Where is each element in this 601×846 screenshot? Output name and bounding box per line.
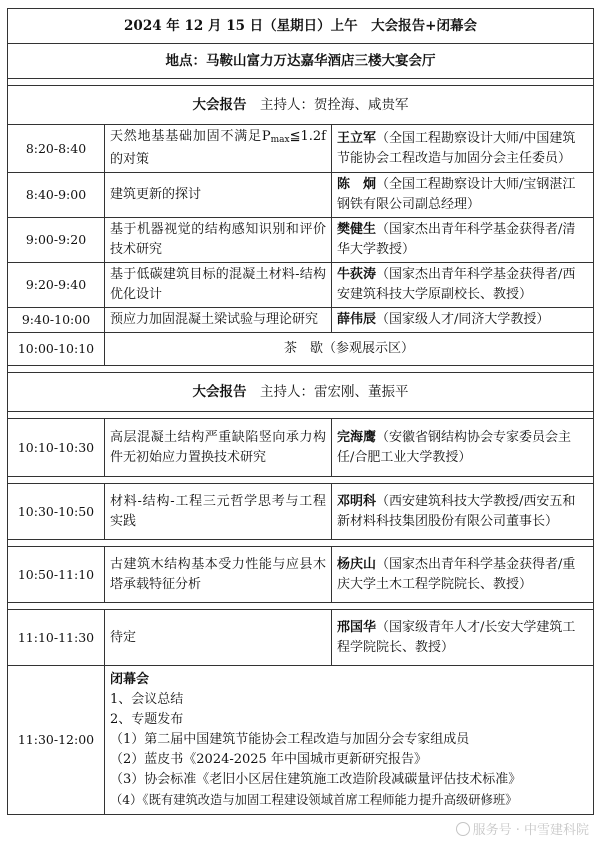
closing-heading: 闭幕会 xyxy=(110,672,150,687)
talk-topic: 材料-结构-工程三元哲学思考与工程实践 xyxy=(105,484,332,540)
speaker-name: 陈 炯 xyxy=(337,177,377,192)
location-row xyxy=(8,44,594,79)
table-row xyxy=(8,610,594,666)
session-header xyxy=(8,373,594,412)
talk-speaker xyxy=(332,547,594,603)
speaker-affiliation: （国家杰出青年科学基金获得者/重庆大学土木工程学院院长、教授） xyxy=(337,556,576,592)
watermark: 服务号 · 中雪建科院 xyxy=(456,819,589,838)
page-title: 2024 年 12 月 15 日（星期日）上午 大会报告+闭幕会 xyxy=(8,9,594,44)
separator-row xyxy=(8,412,594,419)
speaker-affiliation: （国家杰出青年科学基金获得者/清华大学教授） xyxy=(337,222,576,257)
speaker-name: 邢国华 xyxy=(337,619,377,635)
talk-topic: 高层混凝土结构严重缺陷竖向承力构件无初始应力置换技术研究 xyxy=(105,419,332,477)
speaker-affiliation: （国家杰出青年科学基金获得者/西安建筑科技大学原副校长、教授） xyxy=(337,267,576,302)
session-hosts: 主持人：雷宏刚、董振平 xyxy=(246,384,409,400)
closing-item: 1、会议总结 xyxy=(110,692,184,707)
speaker-affiliation: （国家级人才/同济大学教授） xyxy=(376,312,550,327)
schedule-table xyxy=(7,8,594,815)
session-header xyxy=(8,86,594,125)
separator-row xyxy=(8,603,594,610)
separator-row xyxy=(8,366,594,373)
table-row xyxy=(8,308,594,333)
talk-time: 10:10-10:30 xyxy=(8,419,105,477)
talk-time: 9:40-10:00 xyxy=(8,308,105,333)
talk-time: 8:20-8:40 xyxy=(8,125,105,173)
talk-speaker xyxy=(332,419,594,477)
table-row xyxy=(8,263,594,308)
separator-row xyxy=(8,540,594,547)
closing-row xyxy=(8,666,594,815)
speaker-name: 王立军 xyxy=(337,130,377,146)
speaker-name: 邓明科 xyxy=(337,493,377,509)
separator-row xyxy=(8,79,594,86)
speaker-affiliation: （全国工程勘察设计大师/中国建筑节能协会工程改造与加固分会主任委员） xyxy=(337,130,576,166)
talk-speaker xyxy=(332,484,594,540)
closing-item: （2）蓝皮书《2024-2025 年中国城市更新研究报告》 xyxy=(110,752,427,767)
table-row xyxy=(8,419,594,477)
talk-topic: 天然地基基础加固不满足$P_{max}≦1.2f$ 的对策 xyxy=(105,125,332,173)
speaker-name: 牛荻涛 xyxy=(337,267,377,282)
talk-topic: 建筑更新的探讨 xyxy=(105,173,332,218)
closing-time: 11:30-12:00 xyxy=(8,666,105,815)
speaker-name: 完海鹰 xyxy=(337,429,377,445)
speaker-name: 樊健生 xyxy=(337,222,377,237)
talk-time: 11:10-11:30 xyxy=(8,610,105,666)
talk-speaker xyxy=(332,263,594,308)
speaker-name: 杨庆山 xyxy=(337,556,377,572)
table-row xyxy=(8,173,594,218)
session-label: 大会报告 xyxy=(192,97,247,113)
talk-time: 8:40-9:00 xyxy=(8,173,105,218)
talk-speaker xyxy=(332,125,594,173)
closing-item: （3）协会标准《老旧小区居住建筑施工改造阶段减碳量评估技术标准》 xyxy=(110,772,522,787)
table-row xyxy=(8,547,594,603)
talk-speaker xyxy=(332,610,594,666)
closing-item: 2、专题发布 xyxy=(110,712,184,727)
talk-topic: 基于机器视觉的结构感知识别和评价技术研究 xyxy=(105,218,332,263)
venue-location: 地点：马鞍山富力万达嘉华酒店三楼大宴会厅 xyxy=(8,44,594,79)
closing-item: （1）第二届中国建筑节能协会工程改造与加固分会专家组成员 xyxy=(110,732,470,747)
table-row xyxy=(8,484,594,540)
speaker-affiliation: （国家级青年人才/长安大学建筑工程学院院长、教授） xyxy=(337,619,576,655)
talk-topic: 古建筑木结构基本受力性能与应县木塔承载特征分析 xyxy=(105,547,332,603)
talk-time: 10:30-10:50 xyxy=(8,484,105,540)
table-row xyxy=(8,125,594,173)
speaker-name: 薛伟辰 xyxy=(337,312,377,327)
break-row xyxy=(8,333,594,366)
break-label: 茶 歇（参观展示区） xyxy=(105,333,594,366)
session-label: 大会报告 xyxy=(192,384,247,400)
talk-topic: 待定 xyxy=(105,610,332,666)
speaker-affiliation: （安徽省钢结构协会专家委员会主任/合肥工业大学教授） xyxy=(337,429,572,465)
title-row xyxy=(8,9,594,44)
talk-time: 9:20-9:40 xyxy=(8,263,105,308)
speaker-affiliation: （西安建筑科技大学教授/西安五和新材料科技集团股份有限公司董事长） xyxy=(337,493,576,529)
talk-speaker xyxy=(332,173,594,218)
session-hosts: 主持人：贺拴海、咸贵军 xyxy=(246,97,409,113)
talk-time: 9:00-9:20 xyxy=(8,218,105,263)
wechat-icon xyxy=(456,822,470,836)
talk-speaker xyxy=(332,218,594,263)
talk-speaker xyxy=(332,308,594,333)
talk-topic: 基于低碳建筑目标的混凝土材料-结构优化设计 xyxy=(105,263,332,308)
speaker-affiliation: （全国工程勘察设计大师/宝钢湛江钢铁有限公司副总经理） xyxy=(337,177,576,212)
talk-time: 10:50-11:10 xyxy=(8,547,105,603)
separator-row xyxy=(8,477,594,484)
talk-topic: 预应力加固混凝土梁试验与理论研究 xyxy=(105,308,332,333)
table-row xyxy=(8,218,594,263)
closing-item: （4）《既有建筑改造与加固工程建设领域首席工程师能力提升高级研修班》 xyxy=(110,793,518,807)
break-time: 10:00-10:10 xyxy=(8,333,105,366)
closing-content xyxy=(105,666,594,815)
